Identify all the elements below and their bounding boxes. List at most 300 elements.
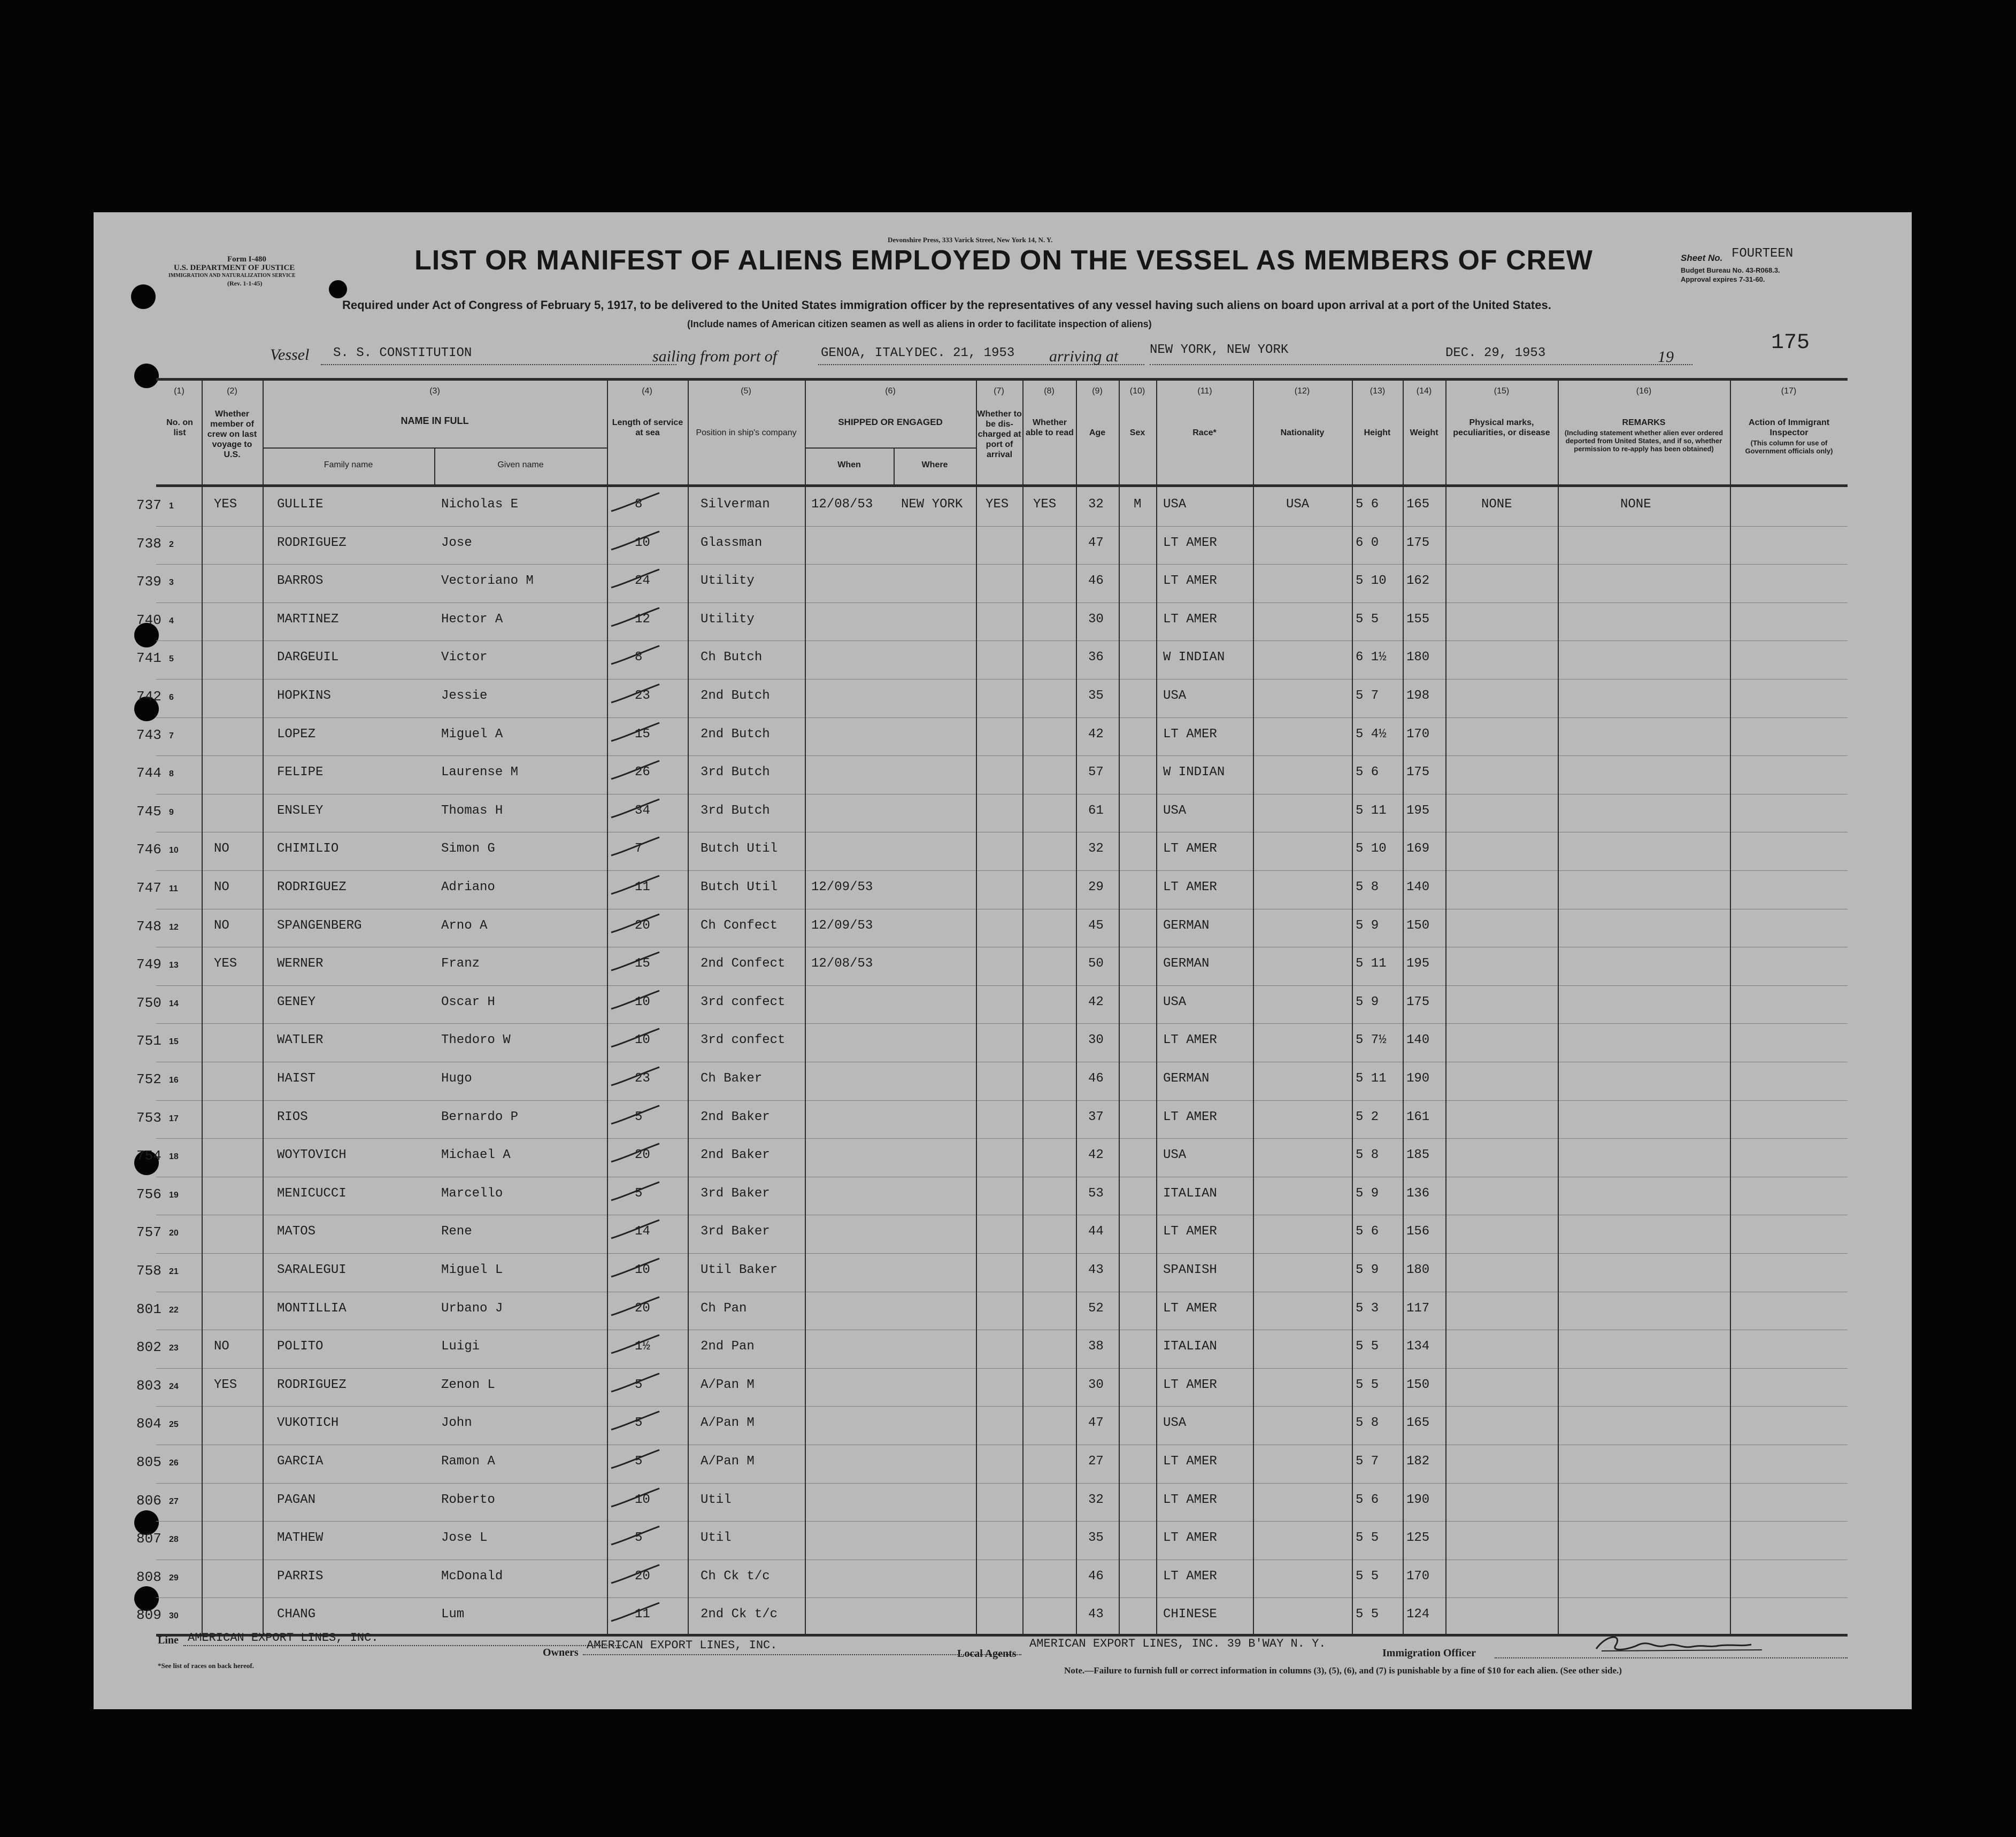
- header-able-read: Whether able to read: [1026, 418, 1074, 437]
- row-rule: [156, 755, 1848, 756]
- position-cell: Utility: [701, 574, 755, 589]
- vessel-name: S. S. CONSTITUTION: [333, 346, 472, 360]
- row-rule: [156, 1100, 1848, 1101]
- age-cell: 30: [1088, 612, 1104, 627]
- column-rule: [1156, 378, 1157, 1635]
- weight-cell: 175: [1406, 994, 1430, 1009]
- service-length-cell: 20: [635, 1148, 650, 1163]
- row-index: 24: [169, 1381, 179, 1391]
- column-rule: [202, 378, 203, 1635]
- given-name-cell: Thedoro W: [441, 1033, 511, 1048]
- owners-value: AMERICAN EXPORT LINES, INC.: [587, 1639, 778, 1652]
- department-name: U.S. DEPARTMENT OF JUSTICE: [174, 264, 295, 272]
- column-rule: [1022, 378, 1024, 1635]
- punch-hole: [329, 280, 347, 298]
- check-mark: [607, 1332, 666, 1359]
- colnum-16: (16): [1636, 387, 1652, 396]
- family-name-cell: POLITO: [277, 1339, 324, 1354]
- service-length-cell: 15: [635, 727, 650, 742]
- position-cell: Ch Confect: [701, 918, 778, 933]
- list-number: 807: [136, 1531, 161, 1547]
- race-cell: LT AMER: [1163, 880, 1217, 894]
- age-cell: 47: [1088, 535, 1104, 550]
- colnum-10: (10): [1129, 387, 1145, 396]
- age-cell: 47: [1088, 1416, 1104, 1431]
- table-top-rule: [156, 378, 1848, 381]
- weight-cell: 117: [1406, 1301, 1430, 1316]
- family-name-cell: RODRIGUEZ: [277, 1377, 347, 1392]
- race-cell: LT AMER: [1163, 1033, 1217, 1048]
- given-name-cell: Adriano: [441, 880, 495, 894]
- age-cell: 57: [1088, 765, 1104, 780]
- header-when: When: [837, 460, 861, 469]
- given-name-cell: Miguel A: [441, 727, 503, 742]
- given-name-cell: Franz: [441, 956, 480, 971]
- arrival-date: DEC. 29, 1953: [1445, 346, 1546, 360]
- list-number: 751: [136, 1033, 161, 1049]
- service-length-cell: 8: [635, 650, 643, 665]
- height-cell: 5 5: [1356, 1569, 1379, 1584]
- row-index: 29: [169, 1573, 179, 1583]
- column-rule: [1119, 378, 1120, 1635]
- last-voyage-cell: NO: [214, 842, 229, 856]
- service-length-cell: 5: [635, 1109, 643, 1124]
- height-cell: 5 5: [1356, 612, 1379, 627]
- colnum-14: (14): [1416, 387, 1432, 396]
- race-cell: LT AMER: [1163, 1377, 1217, 1392]
- row-index: 13: [169, 961, 179, 970]
- row-index: 7: [169, 731, 174, 740]
- check-mark: [607, 1600, 666, 1626]
- family-name-cell: GENEY: [277, 994, 316, 1009]
- position-cell: 2nd Butch: [701, 727, 770, 742]
- row-rule: [156, 1368, 1848, 1369]
- list-number: 801: [136, 1301, 161, 1317]
- budget-bureau: Budget Bureau No. 43-R068.3.: [1681, 266, 1780, 274]
- check-mark: [607, 566, 666, 593]
- header-name-in-full: NAME IN FULL: [401, 415, 469, 426]
- race-cell: LT AMER: [1163, 1569, 1217, 1584]
- height-cell: 5 5: [1356, 1377, 1379, 1392]
- check-mark: [607, 1294, 666, 1321]
- position-cell: Butch Util: [701, 880, 778, 894]
- column-rule: [1352, 378, 1353, 1635]
- weight-cell: 161: [1406, 1109, 1430, 1124]
- age-cell: 52: [1088, 1301, 1104, 1316]
- list-number: 805: [136, 1454, 161, 1470]
- height-cell: 5 11: [1356, 1071, 1387, 1086]
- family-name-cell: MARTINEZ: [277, 612, 339, 627]
- check-mark: [607, 1064, 666, 1091]
- given-name-cell: Laurense M: [441, 765, 519, 780]
- weight-cell: 140: [1406, 1033, 1430, 1048]
- weight-cell: 124: [1406, 1607, 1430, 1622]
- weight-cell: 125: [1406, 1531, 1430, 1546]
- weight-cell: 170: [1406, 727, 1430, 742]
- height-cell: 5 10: [1356, 574, 1387, 589]
- age-cell: 46: [1088, 1071, 1104, 1086]
- given-name-cell: Hugo: [441, 1071, 472, 1086]
- service-length-cell: 10: [635, 1492, 650, 1507]
- header-no-on-list: No. on list: [166, 418, 193, 437]
- age-cell: 46: [1088, 1569, 1104, 1584]
- age-cell: 29: [1088, 880, 1104, 894]
- age-cell: 30: [1088, 1377, 1104, 1392]
- given-name-cell: Zenon L: [441, 1377, 495, 1392]
- age-cell: 37: [1088, 1109, 1104, 1124]
- height-cell: 5 8: [1356, 1416, 1379, 1431]
- document-title: LIST OR MANIFEST OF ALIENS EMPLOYED ON THE VESSEL AS MEMBERS OF CREW: [414, 245, 1593, 276]
- family-name-cell: HOPKINS: [277, 689, 331, 703]
- service-length-cell: 5: [635, 1377, 643, 1392]
- row-rule: [156, 679, 1848, 680]
- race-cell: USA: [1163, 1148, 1187, 1163]
- shipped-when-cell: 12/08/53: [811, 497, 873, 512]
- given-name-cell: Bernardo P: [441, 1109, 519, 1124]
- header-age: Age: [1089, 428, 1106, 437]
- officer-signature: [1591, 1631, 1773, 1657]
- given-name-cell: Ramon A: [441, 1454, 495, 1469]
- inclusion-note: (Include names of American citizen seamen as well as aliens in order to facilitate inspection of aliens): [687, 319, 1152, 329]
- header-remarks-note: (Including statement whether alien ever ordered deported from United States, and if so, whether permission to re-apply has been obtained): [1564, 429, 1723, 453]
- colnum-12: (12): [1294, 387, 1310, 396]
- race-cell: LT AMER: [1163, 842, 1217, 856]
- family-name-cell: ENSLEY: [277, 803, 324, 818]
- family-name-cell: MATHEW: [277, 1531, 324, 1546]
- row-index: 25: [169, 1420, 179, 1430]
- height-cell: 5 6: [1356, 497, 1379, 512]
- age-cell: 44: [1088, 1224, 1104, 1239]
- family-name-cell: PARRIS: [277, 1569, 324, 1584]
- list-number: 758: [136, 1263, 161, 1279]
- service-length-cell: 23: [635, 1071, 650, 1086]
- family-name-cell: GULLIE: [277, 497, 324, 512]
- row-rule: [156, 1406, 1848, 1407]
- position-cell: Ch Butch: [701, 650, 763, 665]
- position-cell: 2nd Baker: [701, 1148, 770, 1163]
- row-index: 11: [169, 884, 178, 893]
- given-name-cell: Rene: [441, 1224, 472, 1239]
- check-mark: [607, 1408, 666, 1435]
- race-cell: LT AMER: [1163, 1301, 1217, 1316]
- age-cell: 46: [1088, 574, 1104, 589]
- list-number: 740: [136, 612, 161, 628]
- last-voyage-cell: NO: [214, 880, 229, 894]
- family-name-cell: RODRIGUEZ: [277, 880, 347, 894]
- header-physical: Physical marks, peculiarities, or disease: [1453, 418, 1550, 437]
- position-cell: 3rd Butch: [701, 765, 770, 780]
- position-cell: 2nd Baker: [701, 1109, 770, 1124]
- height-cell: 5 11: [1356, 956, 1387, 971]
- colnum-2: (2): [227, 387, 237, 396]
- check-mark: [607, 1370, 666, 1397]
- given-name-cell: Nicholas E: [441, 497, 519, 512]
- row-index: 19: [169, 1190, 179, 1200]
- race-cell: USA: [1163, 994, 1187, 1009]
- colnum-5: (5): [741, 387, 751, 396]
- family-name-cell: SPANGENBERG: [277, 918, 362, 933]
- check-mark: [607, 758, 666, 784]
- list-number: 802: [136, 1339, 161, 1356]
- row-rule: [156, 526, 1848, 527]
- service-length-cell: 10: [635, 1033, 650, 1048]
- check-mark: [607, 1562, 666, 1588]
- height-cell: 5 7: [1356, 1454, 1379, 1469]
- row-index: 27: [169, 1496, 179, 1506]
- position-cell: 2nd Confect: [701, 956, 786, 971]
- check-mark: [607, 605, 666, 631]
- weight-cell: 165: [1406, 1416, 1430, 1431]
- check-mark: [607, 490, 666, 516]
- age-cell: 32: [1088, 1492, 1104, 1507]
- remarks-cell: NONE: [1620, 497, 1651, 512]
- sailing-label: sailing from port of: [652, 348, 778, 365]
- family-name-cell: SARALEGUI: [277, 1263, 347, 1277]
- age-cell: 35: [1088, 689, 1104, 703]
- header-height: Height: [1364, 428, 1391, 437]
- row-rule: [156, 1597, 1848, 1598]
- year-label: 19: [1658, 348, 1674, 366]
- list-number: 738: [136, 535, 161, 552]
- service-length-cell: 14: [635, 1224, 650, 1239]
- row-rule: [156, 1521, 1848, 1522]
- list-number: 746: [136, 842, 161, 858]
- position-cell: Ch Pan: [701, 1301, 747, 1316]
- race-cell: LT AMER: [1163, 1224, 1217, 1239]
- age-cell: 50: [1088, 956, 1104, 971]
- position-cell: Ch Baker: [701, 1071, 763, 1086]
- race-cell: W INDIAN: [1163, 765, 1225, 780]
- given-name-cell: Urbano J: [441, 1301, 503, 1316]
- given-name-cell: Roberto: [441, 1492, 495, 1507]
- height-cell: 5 8: [1356, 880, 1379, 894]
- column-rule: [1445, 378, 1446, 1635]
- line-value: AMERICAN EXPORT LINES, INC.: [188, 1631, 379, 1645]
- given-name-cell: McDonald: [441, 1569, 503, 1584]
- given-name-cell: Jessie: [441, 689, 488, 703]
- height-cell: 5 9: [1356, 918, 1379, 933]
- line-label: Line: [158, 1634, 179, 1646]
- race-cell: GERMAN: [1163, 918, 1210, 933]
- row-rule: [156, 640, 1848, 641]
- officer-label: Immigration Officer: [1382, 1647, 1476, 1659]
- race-cell: LT AMER: [1163, 1492, 1217, 1507]
- given-name-cell: Simon G: [441, 842, 495, 856]
- row-index: 30: [169, 1611, 179, 1621]
- height-cell: 5 10: [1356, 842, 1387, 856]
- race-cell: GERMAN: [1163, 956, 1210, 971]
- service-length-cell: 20: [635, 1569, 650, 1584]
- race-cell: LT AMER: [1163, 1109, 1217, 1124]
- row-rule: [156, 564, 1848, 565]
- colnum-15: (15): [1494, 387, 1510, 396]
- column-rule: [976, 378, 977, 1635]
- age-cell: 36: [1088, 650, 1104, 665]
- approval-expiry: Approval expires 7-31-60.: [1681, 275, 1765, 283]
- weight-cell: 156: [1406, 1224, 1430, 1239]
- given-name-cell: Miguel L: [441, 1263, 503, 1277]
- family-name-cell: GARCIA: [277, 1454, 324, 1469]
- row-index: 20: [169, 1229, 179, 1238]
- family-name-cell: VUKOTICH: [277, 1416, 339, 1431]
- sailing-port: GENOA, ITALY: [821, 346, 913, 360]
- family-name-cell: CHIMILIO: [277, 842, 339, 856]
- row-index: 26: [169, 1458, 179, 1468]
- weight-cell: 165: [1406, 497, 1430, 512]
- weight-cell: 175: [1406, 535, 1430, 550]
- position-cell: 2nd Pan: [701, 1339, 755, 1354]
- race-cell: USA: [1163, 803, 1187, 818]
- check-mark: [607, 1485, 666, 1512]
- family-name-cell: CHANG: [277, 1607, 316, 1622]
- list-number: 743: [136, 727, 161, 743]
- column-rule: [1076, 378, 1077, 1635]
- punch-hole: [134, 364, 159, 388]
- given-name-cell: Marcello: [441, 1186, 503, 1201]
- agents-value: AMERICAN EXPORT LINES, INC. 39 B'WAY N. Y.: [1029, 1637, 1326, 1650]
- races-note: *See list of races on back hereof.: [158, 1662, 254, 1670]
- given-name-cell: Jose: [441, 535, 472, 550]
- family-name-cell: BARROS: [277, 574, 324, 589]
- column-rule: [1730, 378, 1731, 1635]
- colnum-4: (4): [642, 387, 652, 396]
- dotted-rule: [1495, 1657, 1848, 1658]
- dotted-rule: [321, 364, 676, 365]
- row-rule: [156, 1483, 1848, 1484]
- shipped-when-cell: 12/09/53: [811, 880, 873, 894]
- service-length-cell: 10: [635, 994, 650, 1009]
- manifest-sheet: [94, 212, 1912, 1709]
- colnum-9: (9): [1092, 387, 1103, 396]
- weight-cell: 134: [1406, 1339, 1430, 1354]
- colnum-7: (7): [994, 387, 1004, 396]
- check-mark: [607, 1447, 666, 1473]
- height-cell: 5 9: [1356, 1186, 1379, 1201]
- row-index: 12: [169, 922, 179, 932]
- given-name-cell: Luigi: [441, 1339, 480, 1354]
- able-read-cell: YES: [1033, 497, 1057, 512]
- position-cell: Util: [701, 1531, 732, 1546]
- height-cell: 5 4½: [1356, 727, 1387, 742]
- weight-cell: 190: [1406, 1492, 1430, 1507]
- colnum-1: (1): [174, 387, 184, 396]
- row-rule: [156, 717, 1848, 718]
- last-voyage-cell: YES: [214, 1377, 237, 1392]
- last-voyage-cell: NO: [214, 1339, 229, 1354]
- check-mark: [607, 643, 666, 669]
- penalty-note: Note.—Failure to furnish full or correct information in columns (3), (5), (6), and (7) is punishable by a fine of $10 for each alien. (See other side.): [1064, 1665, 1622, 1676]
- position-cell: Util: [701, 1492, 732, 1507]
- race-cell: LT AMER: [1163, 1454, 1217, 1469]
- age-cell: 42: [1088, 994, 1104, 1009]
- position-cell: Glassman: [701, 535, 763, 550]
- form-number: Form I-480: [227, 255, 266, 264]
- position-cell: 3rd confect: [701, 994, 786, 1009]
- weight-cell: 150: [1406, 1377, 1430, 1392]
- check-mark: [607, 720, 666, 746]
- list-number: 745: [136, 803, 161, 820]
- height-cell: 5 7: [1356, 689, 1379, 703]
- service-length-cell: 8: [635, 497, 643, 512]
- dotted-rule: [583, 1654, 1021, 1655]
- given-name-cell: Jose L: [441, 1531, 488, 1546]
- age-cell: 32: [1088, 842, 1104, 856]
- family-name-cell: MONTILLIA: [277, 1301, 347, 1316]
- position-cell: Utility: [701, 612, 755, 627]
- list-number: 750: [136, 994, 161, 1011]
- column-rule: [1403, 378, 1404, 1635]
- colnum-13: (13): [1369, 387, 1386, 396]
- age-cell: 61: [1088, 803, 1104, 818]
- service-length-cell: 1½: [635, 1339, 650, 1354]
- age-cell: 45: [1088, 918, 1104, 933]
- row-index: 5: [169, 654, 174, 664]
- height-cell: 5 6: [1356, 1492, 1379, 1507]
- height-cell: 5 5: [1356, 1339, 1379, 1354]
- list-number: 737: [136, 497, 161, 513]
- check-mark: [607, 987, 666, 1014]
- row-index: 23: [169, 1344, 179, 1353]
- row-index: 18: [169, 1152, 179, 1162]
- header-nationality: Nationality: [1280, 428, 1325, 437]
- service-length-cell: 5: [635, 1531, 643, 1546]
- age-cell: 35: [1088, 1531, 1104, 1546]
- header-discharged: Whether to be dis-charged at port of arrival: [977, 410, 1022, 459]
- shipped-subheader-rule: [805, 447, 976, 449]
- list-number: 754: [136, 1148, 161, 1164]
- position-cell: A/Pan M: [701, 1416, 755, 1431]
- physical-marks-cell: NONE: [1481, 497, 1512, 512]
- colnum-6: (6): [885, 387, 896, 396]
- row-index: 3: [169, 578, 174, 588]
- given-name-cell: Lum: [441, 1607, 465, 1622]
- list-number: 742: [136, 689, 161, 705]
- given-name-cell: Vectoriano M: [441, 574, 534, 589]
- weight-cell: 169: [1406, 842, 1430, 856]
- row-index: 16: [169, 1076, 179, 1085]
- table-header-rule: [156, 484, 1848, 487]
- row-index: 28: [169, 1535, 179, 1545]
- height-cell: 5 9: [1356, 994, 1379, 1009]
- check-mark: [607, 1025, 666, 1052]
- column-rule: [1253, 378, 1254, 1635]
- header-family-name: Family name: [324, 460, 373, 469]
- weight-cell: 182: [1406, 1454, 1430, 1469]
- weight-cell: 198: [1406, 689, 1430, 703]
- given-name-cell: John: [441, 1416, 472, 1431]
- weight-cell: 155: [1406, 612, 1430, 627]
- row-index: 4: [169, 616, 174, 626]
- list-number: 756: [136, 1186, 161, 1202]
- family-name-cell: HAIST: [277, 1071, 316, 1086]
- weight-cell: 195: [1406, 803, 1430, 818]
- height-cell: 6 0: [1356, 535, 1379, 550]
- row-rule: [156, 1253, 1848, 1254]
- family-name-cell: WOYTOVICH: [277, 1148, 347, 1163]
- nationality-cell: USA: [1286, 497, 1310, 512]
- race-cell: SPANISH: [1163, 1263, 1217, 1277]
- service-name: IMMIGRATION AND NATURALIZATION SERVICE: [168, 273, 296, 279]
- list-number: 808: [136, 1569, 161, 1585]
- given-name-cell: Oscar H: [441, 994, 495, 1009]
- list-number: 749: [136, 956, 161, 973]
- list-number: 753: [136, 1109, 161, 1126]
- header-shipped: SHIPPED OR ENGAGED: [838, 417, 943, 427]
- row-rule: [156, 1138, 1848, 1139]
- weight-cell: 150: [1406, 918, 1430, 933]
- service-length-cell: 26: [635, 765, 650, 780]
- race-cell: USA: [1163, 689, 1187, 703]
